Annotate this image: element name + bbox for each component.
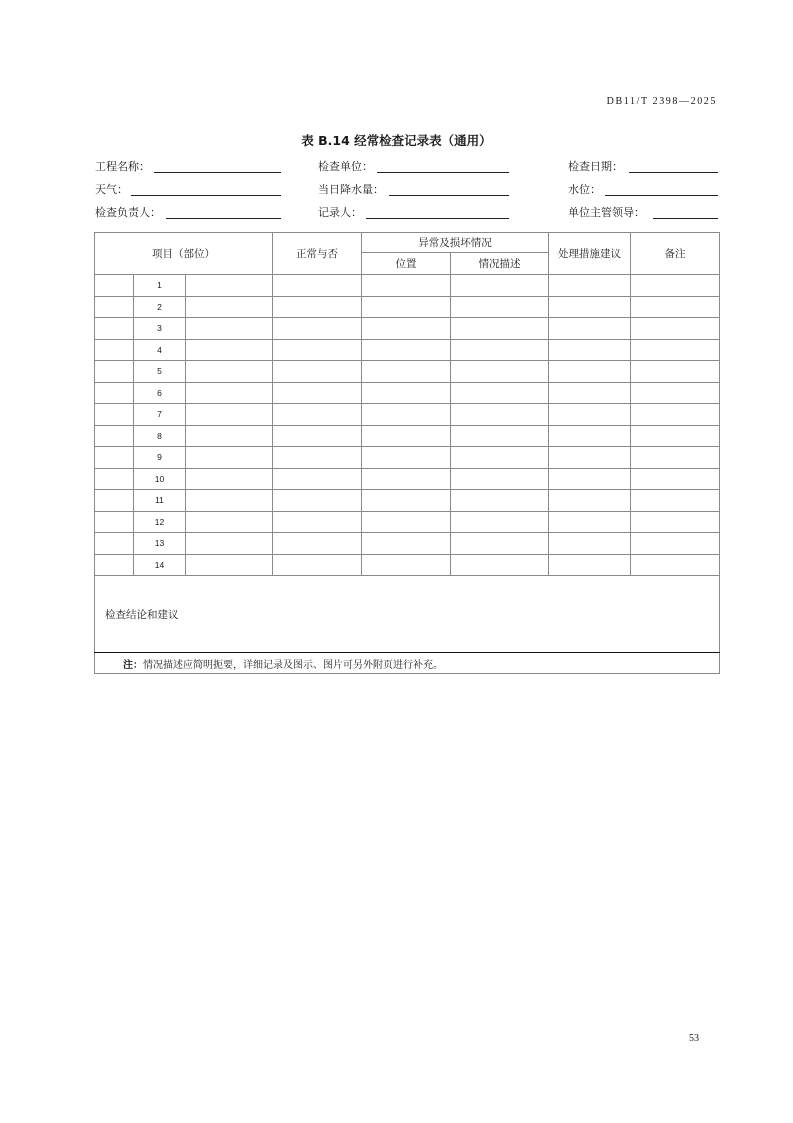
unit-supervisor-line [653,218,718,219]
description-cell [451,318,549,340]
row-marker-cell [95,533,134,555]
description-cell [451,554,549,576]
remarks-cell [631,275,720,297]
row-marker-cell [95,554,134,576]
location-cell [362,490,451,512]
table-header-row [95,233,720,253]
table-row [95,404,720,426]
row-marker-cell [95,296,134,318]
measures-cell [549,318,631,340]
row-number: 2 [134,296,186,318]
remarks-cell [631,425,720,447]
location-cell [362,404,451,426]
item-cell [186,382,273,404]
row-number: 6 [134,382,186,404]
measures-cell [549,533,631,555]
row-number: 8 [134,425,186,447]
remarks-cell [631,533,720,555]
description-cell [451,533,549,555]
normal-cell [273,318,362,340]
location-cell [362,447,451,469]
row-marker-cell [95,425,134,447]
note-label: 注： [123,659,143,671]
row-marker-cell [95,447,134,469]
normal-cell [273,404,362,426]
row-number: 12 [134,511,186,533]
conclusion-label: 检查结论和建议 [95,576,720,653]
remarks-cell [631,382,720,404]
inspection-unit-line [377,172,509,173]
row-marker-cell [95,275,134,297]
description-cell [451,490,549,512]
row-number: 9 [134,447,186,469]
normal-cell [273,382,362,404]
table-row [95,425,720,447]
remarks-cell [631,468,720,490]
note-row [95,653,720,674]
row-marker-cell [95,490,134,512]
description-cell [451,296,549,318]
normal-cell [273,511,362,533]
measures-cell [549,425,631,447]
project-name-label: 工程名称： [95,160,150,173]
item-cell [186,511,273,533]
location-cell [362,318,451,340]
item-cell [186,339,273,361]
normal-cell [273,361,362,383]
measures-cell [549,511,631,533]
table-row [95,533,720,555]
daily-precipitation-label: 当日降水量： [318,183,384,196]
inspection-date-line [629,172,718,173]
table-row [95,490,720,512]
inspection-date-label: 检查日期： [568,160,623,173]
row-marker-cell [95,361,134,383]
item-cell [186,404,273,426]
note-cell [95,653,720,674]
table-row [95,339,720,361]
inspection-leader-label: 检查负责人： [95,206,161,219]
description-cell [451,404,549,426]
measures-cell [549,404,631,426]
location-cell [362,361,451,383]
row-marker-cell [95,511,134,533]
header-description: 情况描述 [451,253,549,275]
row-number: 13 [134,533,186,555]
inspection-record-table [94,232,720,674]
description-cell [451,361,549,383]
item-cell [186,490,273,512]
item-cell [186,425,273,447]
row-number: 1 [134,275,186,297]
table-row [95,447,720,469]
normal-cell [273,554,362,576]
table-row [95,468,720,490]
row-number: 4 [134,339,186,361]
measures-cell [549,361,631,383]
description-cell [451,511,549,533]
measures-cell [549,490,631,512]
conclusion-row [95,576,720,653]
normal-cell [273,533,362,555]
location-cell [362,533,451,555]
item-cell [186,554,273,576]
remarks-cell [631,296,720,318]
description-cell [451,275,549,297]
project-name-line [154,172,281,173]
header-location: 位置 [362,253,451,275]
recorder-line [366,218,509,219]
row-number: 7 [134,404,186,426]
table-row [95,361,720,383]
header-item: 项目（部位） [95,233,273,275]
daily-precipitation-line [389,195,509,196]
row-number: 14 [134,554,186,576]
row-number: 10 [134,468,186,490]
remarks-cell [631,339,720,361]
header-remarks: 备注 [631,233,720,275]
table-row [95,296,720,318]
normal-cell [273,425,362,447]
location-cell [362,382,451,404]
remarks-cell [631,490,720,512]
row-marker-cell [95,382,134,404]
recorder-label: 记录人： [318,206,362,219]
description-cell [451,339,549,361]
note-text: 情况描述应简明扼要，详细记录及图示、图片可另外附页进行补充。 [143,659,443,671]
remarks-cell [631,318,720,340]
measures-cell [549,382,631,404]
item-cell [186,318,273,340]
measures-cell [549,296,631,318]
remarks-cell [631,361,720,383]
inspection-unit-label: 检查单位： [318,160,373,173]
unit-supervisor-label: 单位主管领导： [568,206,645,219]
location-cell [362,339,451,361]
page-number: 53 [689,1033,699,1044]
row-number: 11 [134,490,186,512]
weather-label: 天气： [95,183,128,196]
item-cell [186,533,273,555]
description-cell [451,447,549,469]
location-cell [362,468,451,490]
measures-cell [549,339,631,361]
remarks-cell [631,554,720,576]
item-cell [186,296,273,318]
table-row [95,511,720,533]
table-title: 表 B.14 经常检查记录表（通用） [301,133,492,148]
location-cell [362,425,451,447]
water-level-label: 水位： [568,183,601,196]
location-cell [362,554,451,576]
item-cell [186,447,273,469]
description-cell [451,382,549,404]
table-row [95,382,720,404]
measures-cell [549,275,631,297]
normal-cell [273,447,362,469]
header-measures: 处理措施建议 [549,233,631,275]
item-cell [186,361,273,383]
table-row [95,554,720,576]
normal-cell [273,468,362,490]
row-marker-cell [95,468,134,490]
normal-cell [273,339,362,361]
location-cell [362,511,451,533]
table-row [95,318,720,340]
item-cell [186,468,273,490]
row-number: 5 [134,361,186,383]
remarks-cell [631,511,720,533]
description-cell [451,468,549,490]
row-marker-cell [95,339,134,361]
measures-cell [549,447,631,469]
location-cell [362,275,451,297]
normal-cell [273,296,362,318]
measures-cell [549,468,631,490]
remarks-cell [631,404,720,426]
description-cell [451,425,549,447]
standard-code: DB11/T 2398—2025 [606,96,717,107]
inspection-leader-line [166,218,281,219]
table-row [95,275,720,297]
row-number: 3 [134,318,186,340]
row-marker-cell [95,318,134,340]
item-cell [186,275,273,297]
weather-line [131,195,281,196]
row-marker-cell [95,404,134,426]
measures-cell [549,554,631,576]
location-cell [362,296,451,318]
remarks-cell [631,447,720,469]
normal-cell [273,275,362,297]
water-level-line [605,195,718,196]
header-normal: 正常与否 [273,233,362,275]
header-abnormal: 异常及损坏情况 [362,233,549,253]
normal-cell [273,490,362,512]
